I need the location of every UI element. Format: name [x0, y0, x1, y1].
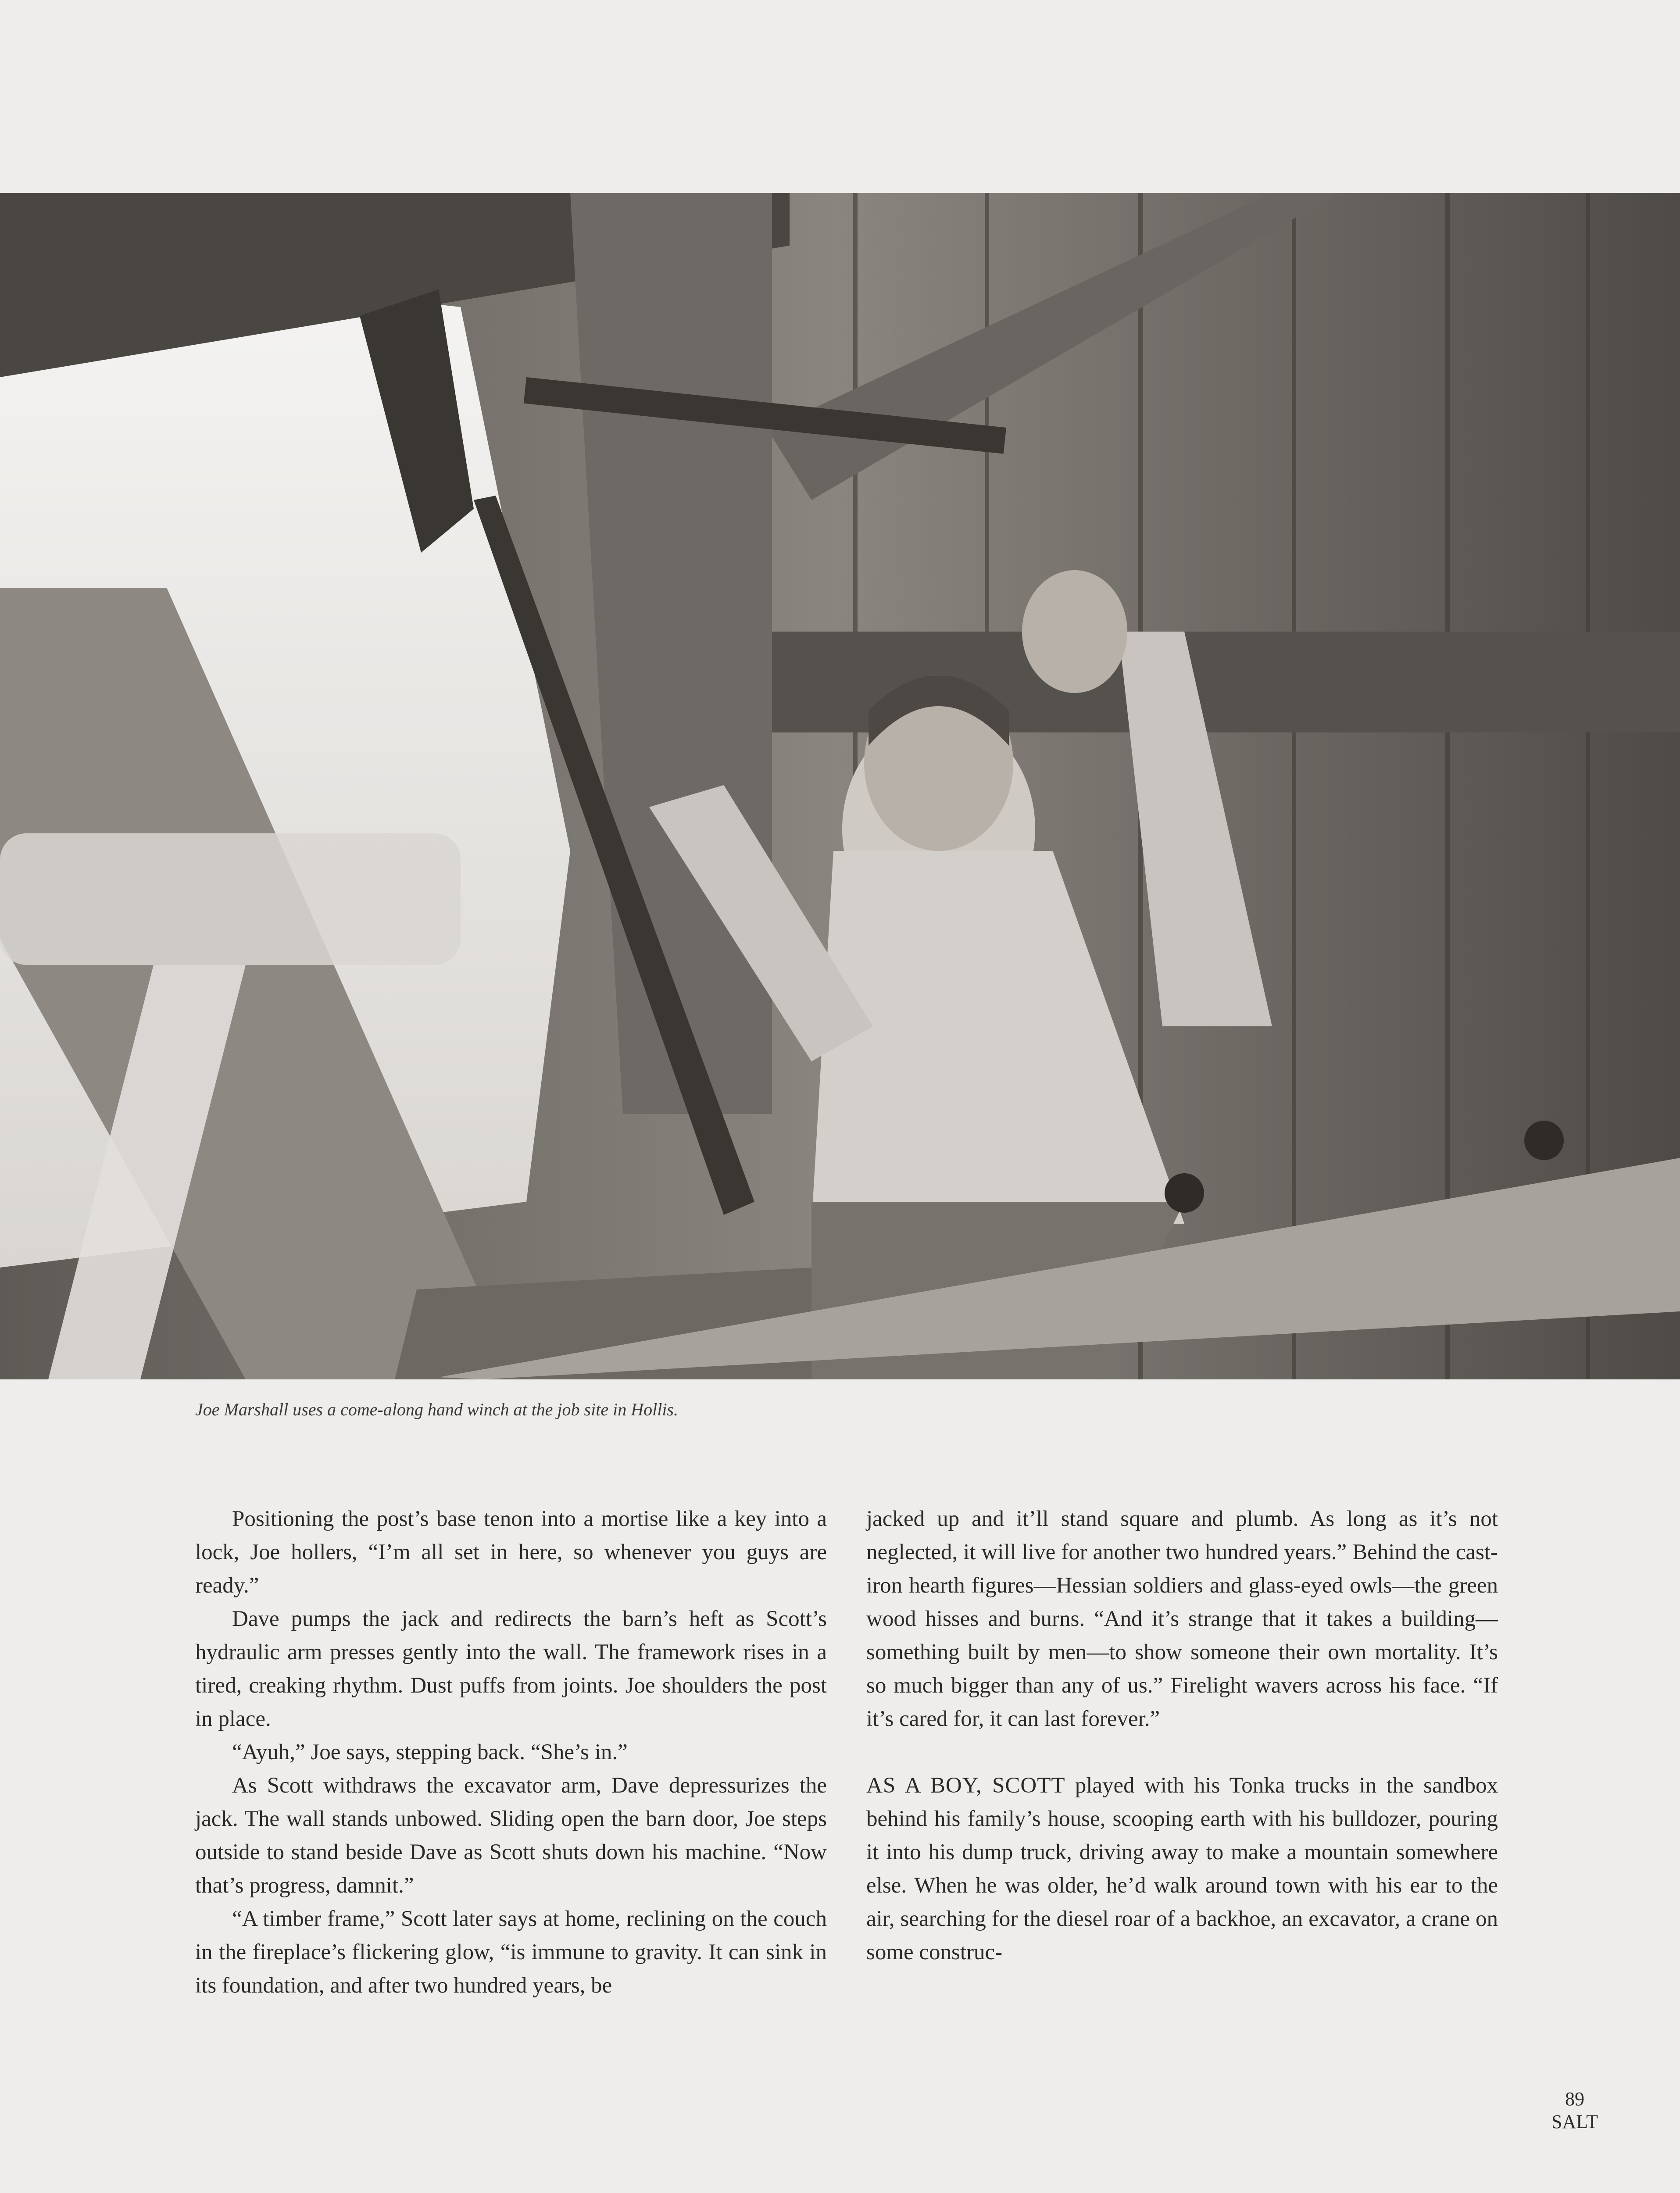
section-text: played with his Tonka trucks in the sandbox behind his family’s house, scooping earth with his bulldozer, pouring it into his dump truck, driving away to make a mountain somewhere else. When he was older, he’d walk around town with his ear to the air, searching for the diesel roar of a backhoe, an excavator, a crane on some construc-	[866, 1773, 1498, 1964]
paragraph: “Ayuh,” Joe says, stepping back. “She’s in.”	[232, 1740, 628, 1764]
folio	[1531, 2088, 1619, 2133]
article-column-right	[866, 1502, 1498, 1969]
section-lead-in: AS A BOY, SCOTT	[866, 1773, 1065, 1798]
page-number: 89	[1565, 2088, 1584, 2110]
paragraph: “A timber frame,” Scott later says at home, reclining on the couch in the fireplace’s flickering glow, “is immune to gravity. It can sink in its foundation, and after two hundred years, be	[195, 1907, 827, 1998]
paragraph: Positioning the post’s base tenon into a mortise like a key into a lock, Joe hollers, “I’m all set in here, so whenever you guys are ready.”	[195, 1507, 827, 1598]
paragraph-continuation: jacked up and it’ll stand square and plumb. As long as it’s not neglected, it will live for another two hundred years.” Behind the cast-iron hearth figures—Hessian soldiers and glass-eyed owls—the green wood hisses and burns. “And it’s strange that it takes a building—something built by men—to show someone their own mortality. It’s so much bigger than any of us.” Firelight wavers across his face. “If it’s cared for, it can last forever.”	[866, 1507, 1498, 1731]
paragraph: As Scott withdraws the excavator arm, Dave depressurizes the jack. The wall stands unbowed. Sliding open the barn door, Joe steps outside to stand beside Dave as Scott shuts down his machine. “Now that’s progress, damnit.”	[195, 1773, 827, 1898]
magazine-name: SALT	[1551, 2111, 1598, 2132]
article-column-left	[195, 1502, 827, 2002]
photo-caption: Joe Marshall uses a come-along hand winch at the job site in Hollis.	[195, 1400, 678, 1419]
section-opening	[866, 1769, 1498, 1969]
article-photo	[0, 193, 1680, 1379]
photo-barn-winch-icon	[0, 193, 1680, 1379]
paragraph: Dave pumps the jack and redirects the barn’s heft as Scott’s hydraulic arm presses gently into the wall. The framework rises in a tired, creaking rhythm. Dust puffs from joints. Joe shoulders the post in place.	[195, 1607, 827, 1731]
